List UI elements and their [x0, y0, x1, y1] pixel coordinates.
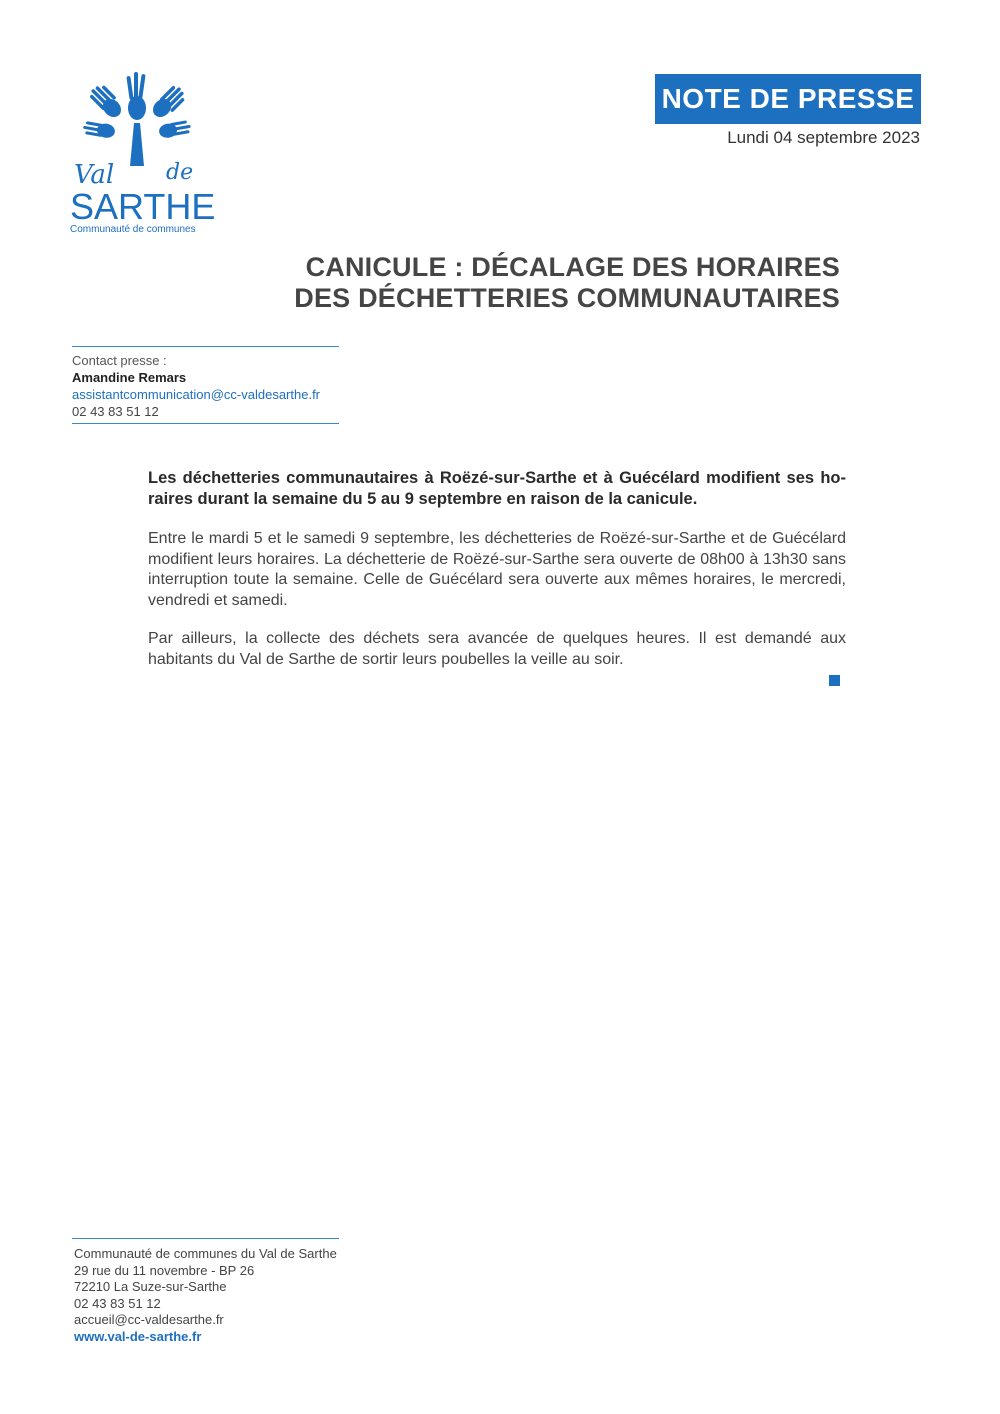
- footer-divider: [72, 1238, 339, 1239]
- footer-address-line-2: 72210 La Suze-sur-Sarthe: [74, 1279, 227, 1294]
- lead-line-1: Les déchetteries communautaires à Roëzé-sur-Sarthe et à Guécélard modifient ses ho-: [148, 469, 846, 487]
- footer-website-link[interactable]: www.val-de-sarthe.fr: [74, 1328, 202, 1344]
- footer-org: Communauté de communes du Val de Sarthe: [74, 1246, 337, 1261]
- contact-name: Amandine Remars: [72, 370, 187, 385]
- logo-text-val: Val: [74, 160, 115, 190]
- body-paragraph-2: Par ailleurs, la collecte des déchets sera avancée de quelques heures. Il est demandé aux habitants du Val de Sarthe de sortir leurs poubelles la veille au soir.: [148, 630, 846, 668]
- lead-paragraph: [148, 468, 846, 510]
- hands-tree-icon: [62, 68, 212, 168]
- contact-phone: 02 43 83 51 12: [72, 404, 159, 419]
- page-title: [294, 252, 840, 314]
- contact-top-divider: [72, 346, 339, 347]
- footer-phone: 02 43 83 51 12: [74, 1295, 161, 1311]
- footer-address-line-1: 29 rue du 11 novembre - BP 26: [74, 1262, 255, 1278]
- title-line-2: DES DÉCHETTERIES COMMUNAUTAIRES: [294, 283, 840, 313]
- contact-bottom-divider: [72, 423, 339, 424]
- contact-email-link[interactable]: assistantcommunication@cc-valdesarthe.fr: [72, 387, 321, 402]
- logo-text-sarthe: SARTHE: [70, 186, 216, 227]
- body-paragraph-1: Entre le mardi 5 et le samedi 9 septembre, les déchetteries de Roëzé-sur-Sarthe et de Guécélard modifient leurs horaires. La déchetterie de Roëzé-sur-Sarthe sera ouverte de 08h00 à 13h30 sans interruption toute la semaine. Celle de Guécélard sera ouverte aux mêmes horaires, le mercredi, vendredi et samedi.: [148, 530, 846, 609]
- logo: [62, 68, 216, 238]
- lead-line-2: raires durant la semaine du 5 au 9 septembre en raison de la canicule.: [148, 490, 698, 508]
- logo-text-de: de: [166, 160, 194, 185]
- contact-label: Contact presse :: [72, 353, 167, 368]
- footer-address: [74, 1246, 337, 1345]
- title-line-1: CANICULE : DÉCALAGE DES HORAIRES: [305, 252, 840, 282]
- press-contact: [72, 352, 320, 420]
- logo-tagline: Communauté de communes: [70, 224, 196, 235]
- end-square-icon: [829, 675, 840, 686]
- note-de-presse-badge: NOTE DE PRESSE: [655, 74, 921, 124]
- footer-email-link[interactable]: accueil@cc-valdesarthe.fr: [74, 1312, 224, 1327]
- press-date: Lundi 04 septembre 2023: [727, 128, 920, 147]
